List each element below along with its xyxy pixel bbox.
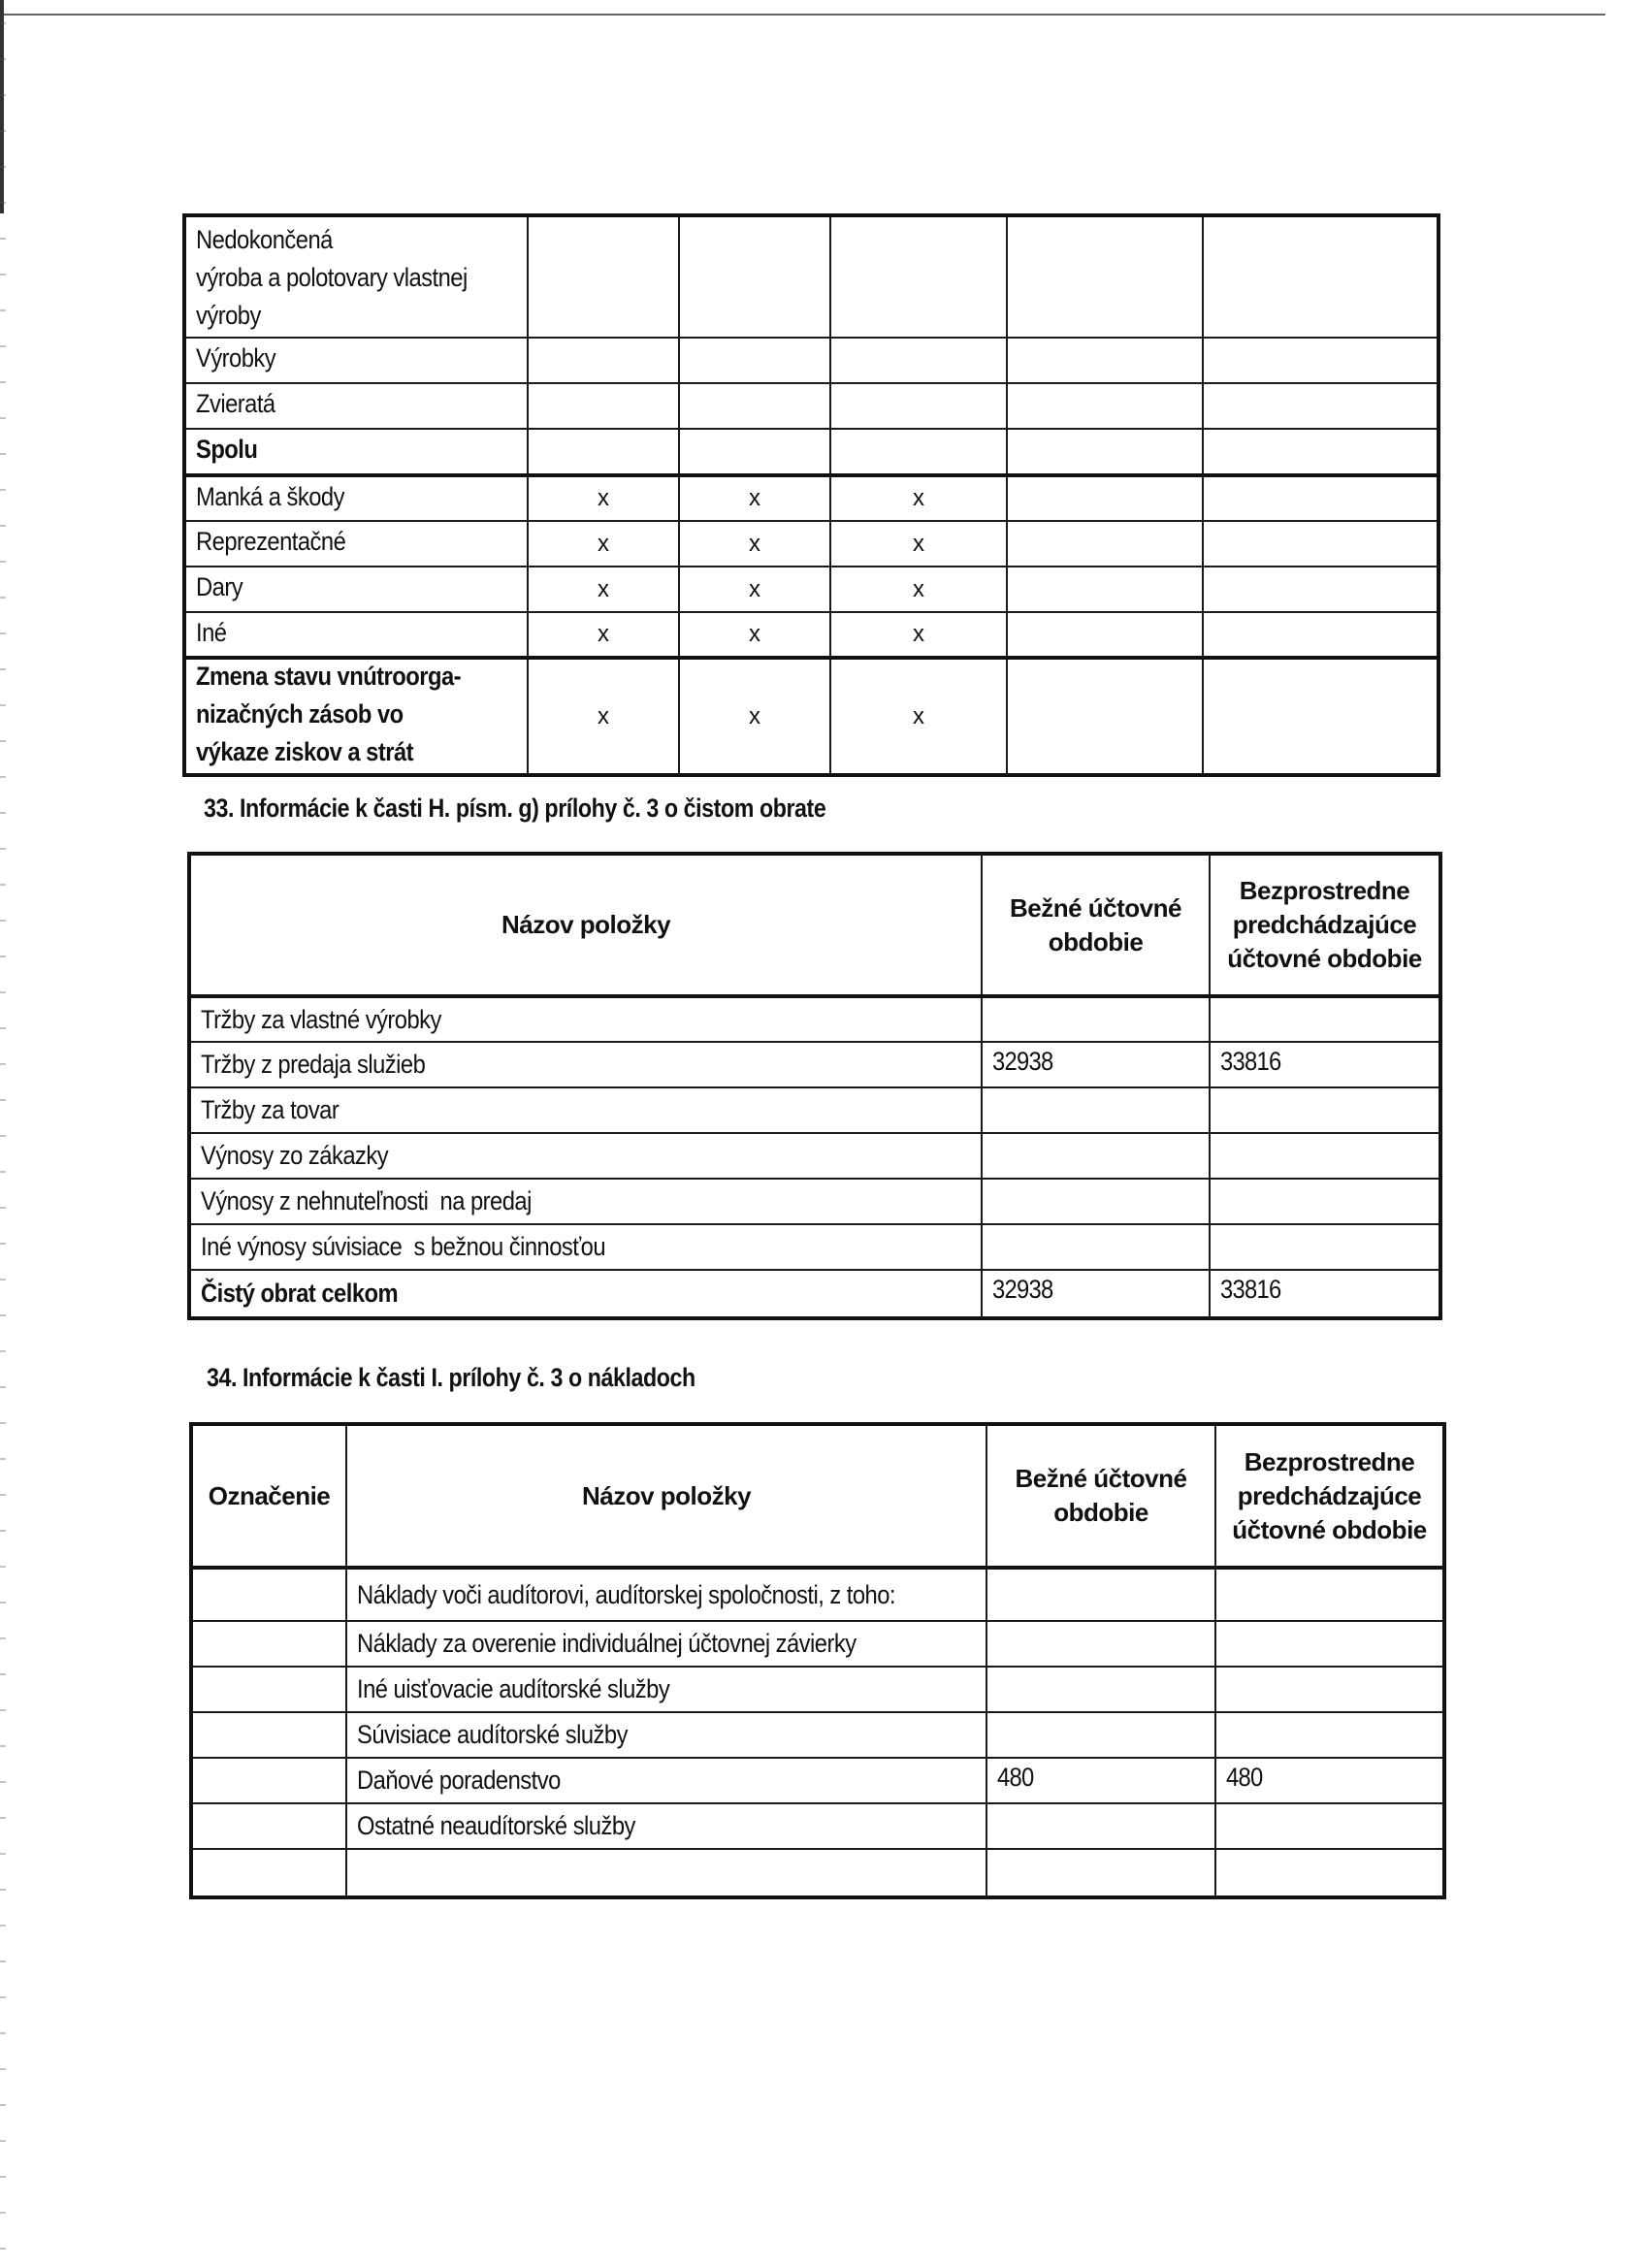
header-line: predchádzajúce (1232, 910, 1417, 939)
table-cell (1007, 429, 1203, 475)
previous-value (1210, 996, 1440, 1042)
row-label-text: Výrobky (196, 343, 276, 373)
value-text: 480 (997, 1763, 1034, 1792)
row-label (184, 429, 528, 475)
header-line: účtovné obdobie (1232, 1514, 1427, 1544)
header-item-name: Názov položky (346, 1424, 986, 1568)
header-designation: Označenie (191, 1424, 346, 1568)
table-row (184, 429, 1439, 475)
header-line: účtovné obdobie (1227, 944, 1422, 973)
row-label (184, 383, 528, 429)
table-row (184, 567, 1439, 612)
row-label (189, 1270, 982, 1318)
row-label (189, 1133, 982, 1179)
header-current-period (986, 1424, 1215, 1568)
row-label (184, 567, 528, 612)
row-label (184, 658, 528, 775)
row-label (184, 338, 528, 383)
table-cell (1007, 567, 1203, 612)
table-row (189, 1087, 1440, 1133)
row-label (184, 521, 528, 567)
table-cell: x (830, 475, 1007, 521)
row-label-text: Manká a škody (196, 481, 344, 511)
header-item-name: Názov položky (189, 854, 982, 996)
header-line: predchádzajúce (1237, 1480, 1422, 1510)
previous-value (1210, 1270, 1440, 1318)
table-cell: x (528, 567, 679, 612)
header-previous-period (1215, 1424, 1444, 1568)
table-row (184, 475, 1439, 521)
table-cell (1007, 612, 1203, 658)
row-label (184, 612, 528, 658)
table-cell (1203, 383, 1439, 429)
row-label-line: Zmena stavu vnútroorga- (196, 662, 462, 691)
row-label (346, 1712, 986, 1758)
row-label (189, 1179, 982, 1224)
table-row (191, 1568, 1444, 1621)
table-cell (679, 429, 830, 475)
table-row-total (189, 1270, 1440, 1318)
table-cell (528, 429, 679, 475)
row-label-text: Spolu (196, 435, 258, 464)
row-label (346, 1803, 986, 1849)
header-line: Bezprostredne (1244, 1446, 1415, 1476)
row-label-line: výroba a polotovary vlastnej (196, 263, 468, 292)
current-value (982, 1270, 1210, 1318)
designation-cell (191, 1758, 346, 1803)
table-cell: x (830, 612, 1007, 658)
table-cell (830, 338, 1007, 383)
designation-cell (191, 1849, 346, 1897)
row-label-text: Zvieratá (196, 389, 275, 418)
previous-value (1210, 1224, 1440, 1270)
current-value (986, 1667, 1215, 1712)
designation-cell (191, 1803, 346, 1849)
table-row (191, 1667, 1444, 1712)
table-cell: x (679, 521, 830, 567)
row-label (346, 1568, 986, 1621)
current-value (986, 1758, 1215, 1803)
row-label (346, 1621, 986, 1667)
section-33-title: 33. Informácie k časti H. písm. g) prílohy č. 3 o čistom obrate (204, 794, 826, 823)
table-cell: x (830, 658, 1007, 775)
row-label-text: Iné výnosy súvisiace s bežnou činnosťou (201, 1232, 606, 1261)
row-label-text: Výnosy z nehnuteľnosti na predaj (201, 1186, 532, 1215)
current-value (982, 1042, 1210, 1087)
table-cell (1203, 429, 1439, 475)
current-value (986, 1803, 1215, 1849)
current-value (986, 1849, 1215, 1897)
table-cell (1007, 338, 1203, 383)
table-cell (679, 215, 830, 338)
table-row (191, 1803, 1444, 1849)
table-cell: x (679, 612, 830, 658)
table-cell (1007, 658, 1203, 775)
row-label-text: Ostatné neaudítorské služby (357, 1811, 635, 1840)
row-label-text: Náklady voči audítorovi, audítorskej spoločnosti, z toho: (357, 1579, 895, 1609)
table-row (184, 612, 1439, 658)
table-cell (679, 338, 830, 383)
table-cell (1007, 521, 1203, 567)
header-line: obdobie (1048, 926, 1144, 956)
table-row (184, 521, 1439, 567)
row-label-text: Súvisiace audítorské služby (357, 1720, 628, 1749)
table-row (191, 1621, 1444, 1667)
table-cell: x (528, 475, 679, 521)
previous-value (1215, 1758, 1444, 1803)
inventory-table (182, 213, 1440, 777)
row-label-text: Náklady za overenie individuálnej účtovnej závierky (357, 1629, 857, 1658)
row-label-text: Iné uisťovacie audítorské služby (357, 1674, 670, 1703)
current-value (982, 1179, 1210, 1224)
table-cell (528, 383, 679, 429)
row-label-text: Tržby z predaja služieb (201, 1050, 426, 1079)
table-cell: x (679, 658, 830, 775)
table-cell (1203, 521, 1439, 567)
row-label-line: Nedokončená (196, 225, 333, 254)
table-row (184, 383, 1439, 429)
header-current-period (982, 854, 1210, 996)
current-value (986, 1621, 1215, 1667)
current-value (986, 1568, 1215, 1621)
table-cell (830, 429, 1007, 475)
table-row (189, 1133, 1440, 1179)
section-34-title: 34. Informácie k časti I. prílohy č. 3 o nákladoch (207, 1363, 695, 1392)
table-row-empty (191, 1849, 1444, 1897)
current-value (982, 1133, 1210, 1179)
table-cell (528, 338, 679, 383)
current-value (982, 996, 1210, 1042)
table-cell: x (528, 658, 679, 775)
previous-value (1215, 1667, 1444, 1712)
table-row (191, 1712, 1444, 1758)
current-value (982, 1224, 1210, 1270)
table-cell: x (830, 521, 1007, 567)
table-cell (1203, 658, 1439, 775)
designation-cell (191, 1568, 346, 1621)
row-label (346, 1758, 986, 1803)
row-label (189, 1224, 982, 1270)
previous-value (1210, 1087, 1440, 1133)
header-line: Bežné účtovné (1015, 1464, 1187, 1493)
table-cell: x (528, 521, 679, 567)
row-label-text: Tržby za tovar (201, 1095, 340, 1124)
table-row (189, 1042, 1440, 1087)
table-row (184, 338, 1439, 383)
table-cell: x (679, 475, 830, 521)
table-row (189, 1224, 1440, 1270)
header-line: Bezprostredne (1239, 876, 1410, 905)
current-value (982, 1087, 1210, 1133)
table-row (189, 1179, 1440, 1224)
table-header-row (191, 1424, 1444, 1568)
table-cell (1203, 612, 1439, 658)
row-label-line: výkaze ziskov a strát (196, 737, 414, 766)
table-row (189, 996, 1440, 1042)
table-cell: x (679, 567, 830, 612)
previous-value (1210, 1179, 1440, 1224)
costs-table (189, 1422, 1446, 1899)
table-cell (1203, 215, 1439, 338)
table-row (191, 1758, 1444, 1803)
row-label-text: Čistý obrat celkom (201, 1279, 399, 1308)
table-cell (528, 215, 679, 338)
table-row (184, 658, 1439, 775)
designation-cell (191, 1667, 346, 1712)
row-label (346, 1849, 986, 1897)
table-cell: x (528, 612, 679, 658)
row-label-text: Dary (196, 572, 243, 601)
table-cell (830, 383, 1007, 429)
scan-left-marks (0, 0, 6, 2268)
current-value (986, 1712, 1215, 1758)
table-header-row (189, 854, 1440, 996)
row-label-text: Reprezentačné (196, 527, 346, 556)
row-label (184, 215, 528, 338)
row-label-text: Iné (196, 617, 227, 647)
value-text: 32938 (992, 1275, 1053, 1304)
header-line: obdobie (1053, 1498, 1148, 1527)
row-label-text: Daňové poradenstvo (357, 1766, 561, 1795)
previous-value (1215, 1803, 1444, 1849)
table-cell (1007, 215, 1203, 338)
row-label-text: Výnosy zo zákazky (201, 1141, 389, 1170)
table-cell (1203, 475, 1439, 521)
row-label-line: výroby (196, 301, 261, 330)
header-previous-period (1210, 854, 1440, 996)
table-cell (1203, 338, 1439, 383)
previous-value (1210, 1133, 1440, 1179)
previous-value (1215, 1712, 1444, 1758)
scan-top-border (0, 14, 1605, 16)
table-row (184, 215, 1439, 338)
row-label (346, 1667, 986, 1712)
table-cell (1203, 567, 1439, 612)
designation-cell (191, 1712, 346, 1758)
table-cell (830, 215, 1007, 338)
header-line: Bežné účtovné (1010, 892, 1181, 923)
row-label (189, 1087, 982, 1133)
row-label (189, 1042, 982, 1087)
designation-cell (191, 1621, 346, 1667)
value-text: 33816 (1220, 1047, 1281, 1076)
table-cell (1007, 475, 1203, 521)
value-text: 480 (1226, 1763, 1263, 1792)
previous-value (1215, 1568, 1444, 1621)
row-label (184, 475, 528, 521)
row-label-line: nizačných zásob vo (196, 699, 404, 729)
previous-value (1210, 1042, 1440, 1087)
table-cell (1007, 383, 1203, 429)
previous-value (1215, 1621, 1444, 1667)
previous-value (1215, 1849, 1444, 1897)
value-text: 32938 (992, 1047, 1053, 1076)
row-label (189, 996, 982, 1042)
row-label-text: Tržby za vlastné výrobky (201, 1004, 441, 1034)
net-turnover-table (187, 852, 1442, 1320)
table-cell (679, 383, 830, 429)
value-text: 33816 (1220, 1275, 1281, 1304)
table-cell: x (830, 567, 1007, 612)
